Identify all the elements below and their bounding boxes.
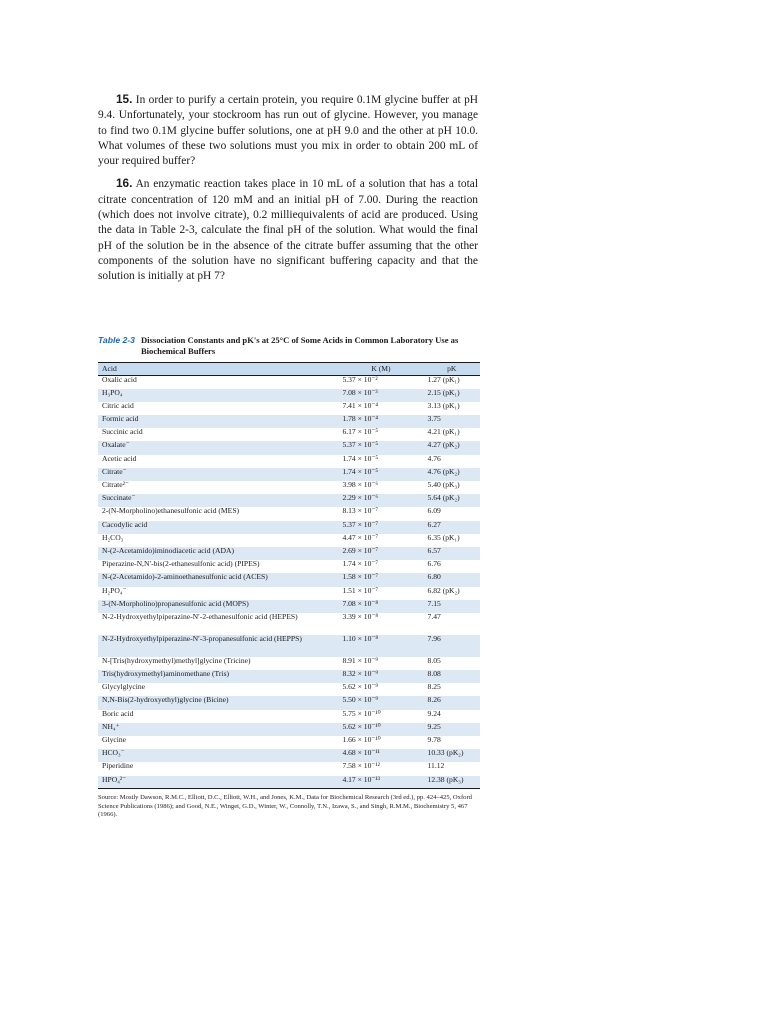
cell-acid: N-[Tris(hydroxymethyl)methyl]glycine (Tricine) [102,655,251,665]
table-row [98,521,480,534]
cell-k: 3.98 × 10⁻⁶ [342,480,379,489]
problem-number: 16. [116,176,133,191]
cell-acid: N-2-Hydroxyethylpiperazine-N′-2-ethanesulfonic acid (HEPES) [102,611,298,621]
table-row [98,696,480,709]
cell-pk: 6.76 [427,559,441,569]
cell-k: 7.41 × 10⁻⁴ [342,400,379,410]
cell-pk: 12.38 (pK₃) [424,776,480,789]
cell-acid: Acetic acid [102,453,137,463]
header-k: K (M) [332,363,423,376]
cell-k: 5.37 × 10⁻⁵ [332,441,423,454]
problem-15 [98,92,478,169]
cell-pk: 4.27 (pK₂) [424,441,480,454]
table-row [98,573,480,586]
table-title: Dissociation Constants and pK's at 25°C of Some Acids in Common Laboratory Use as Biochemical Buffers [140,335,459,356]
table-row [98,670,480,683]
cell-k: 5.75 × 10⁻¹⁰ [342,708,381,718]
cell-k: 5.62 × 10⁻⁹ [342,682,379,692]
cell-pk: 4.76 (pK₂) [424,468,480,481]
table-row [98,613,480,635]
header-acid: Acid [98,363,332,376]
cell-pk: 8.26 [424,696,480,709]
cell-pk: 6.09 [427,506,441,516]
cell-pk: 8.25 [427,682,441,692]
cell-acid: 2-(N-Morpholino)ethanesulfonic acid (MES) [102,506,240,516]
table-label: Table 2-3 [98,335,135,345]
cell-acid: Succinic acid [102,427,143,437]
cell-acid: NH₄⁺ [98,723,332,736]
table-row [98,635,480,657]
dissociation-constants-table [98,362,480,789]
cell-pk: 3.75 [424,415,480,428]
cell-pk: 6.27 [424,521,480,534]
problem-text: In order to purify a certain protein, you require 0.1M glycine buffer at pH 9.4. Unfortunately, your stockroom has run out of glycine. However, you manage to find two 0.1M glycine buffer solutions, one at pH 9.0 and the other at pH 10.0. What volumes of these two solutions must you mix in order to obtain 200 mL of your required buffer? [98,94,478,168]
table-row [98,481,480,494]
cell-pk: 5.40 (pK₃) [427,480,460,489]
cell-pk: 6.35 (pK₁) [427,532,460,542]
cell-pk: 9.25 [424,723,480,736]
cell-acid: Boric acid [102,708,134,718]
table-row [98,507,480,520]
cell-acid: N-(2-Acetamido)-2-aminoethanesulfonic acid (ACES) [98,573,332,586]
table-row [98,389,480,402]
cell-pk: 6.80 [424,573,480,586]
cell-k: 1.51 × 10⁻⁷ [342,585,379,595]
cell-k: 5.50 × 10⁻⁹ [332,696,423,709]
cell-acid: Piperidine [102,761,134,771]
cell-k: 4.17 × 10⁻¹³ [332,776,423,789]
table-source: Source: Mostly Dawson, R.M.C., Elliott, D.C., Elliott, W.H., and Jones, K.M., Data for Biochemical Research (3rd ed.), pp. 424–425, Oxford Science Publications (1986); and Good, N.E., Winget, G.D., Winter, W., Connolly, T.N., Izawa, S., and Singh, R.M.M., Biochemistry 5, 467 (1966). [98,794,472,819]
table-row [98,534,480,547]
cell-k: 6.17 × 10⁻⁵ [342,427,379,437]
cell-pk: 10.33 (pK₂) [424,749,480,762]
cell-acid: HCO₃⁻ [98,749,332,762]
cell-k: 8.91 × 10⁻⁹ [342,655,379,665]
cell-pk: 7.15 [424,600,480,613]
cell-acid: Glycylglycine [102,682,146,692]
cell-acid: N-(2-Acetamido)iminodiacetic acid (ADA) [98,547,332,560]
cell-pk: 5.64 (pK₂) [424,494,480,507]
cell-k: 3.39 × 10⁻⁸ [342,611,379,621]
cell-acid: Citrate²⁻ [102,480,129,489]
table-row [98,402,480,415]
header-pk: pK [424,363,480,376]
table-caption [98,335,480,356]
cell-k: 4.68 × 10⁻¹¹ [332,749,423,762]
cell-k: 7.08 × 10⁻³ [332,389,423,402]
cell-k: 1.10 × 10⁻⁸ [332,635,423,657]
cell-pk: 9.24 [427,708,441,718]
cell-pk: 2.15 (pK₁) [424,389,480,402]
cell-k: 5.62 × 10⁻¹⁰ [332,723,423,736]
cell-pk: 4.76 [427,453,441,463]
table-body [98,376,480,789]
cell-pk: 6.57 [424,547,480,560]
table-row [98,428,480,441]
cell-k: 2.29 × 10⁻⁶ [332,494,423,507]
cell-acid: H₃PO₄ [98,389,332,402]
table-row [98,600,480,613]
table-row [98,723,480,736]
cell-pk: 4.21 (pK₁) [427,427,460,437]
cell-k: 1.74 × 10⁻⁵ [342,453,379,463]
cell-pk: 11.12 [427,761,445,771]
table-row [98,415,480,428]
problem-16 [98,176,478,284]
cell-k: 5.37 × 10⁻² [342,375,378,384]
table-row [98,736,480,749]
cell-acid: Formic acid [98,415,332,428]
cell-k: 1.58 × 10⁻⁷ [332,573,423,586]
problem-number: 15. [116,92,133,106]
cell-acid: H₂PO₄⁻ [102,585,127,595]
cell-acid: H₂CO₃ [102,532,124,542]
cell-k: 1.66 × 10⁻¹⁰ [342,735,381,744]
cell-pk: 1.27 (pK₁) [427,375,460,384]
cell-k: 1.74 × 10⁻⁵ [332,468,423,481]
cell-pk: 9.78 [427,735,441,744]
table-row [98,376,480,389]
cell-pk: 8.05 [427,655,441,665]
cell-acid: Piperazine-N,N′-bis(2-ethanesulfonic acid) (PIPES) [102,559,260,569]
cell-acid: Oxalate⁻ [98,441,332,454]
table-row [98,762,480,775]
cell-k: 7.08 × 10⁻⁸ [332,600,423,613]
cell-acid: N,N-Bis(2-hydroxyethyl)glycine (Bicine) [98,696,332,709]
table-row [98,441,480,454]
table-row [98,749,480,762]
cell-k: 1.78 × 10⁻⁴ [332,415,423,428]
problem-list [98,92,478,292]
cell-acid: Tris(hydroxymethyl)aminomethane (Tris) [98,670,332,683]
cell-acid: N-2-Hydroxyethylpiperazine-N′-3-propanesulfonic acid (HEPPS) [98,635,332,657]
cell-k: 8.32 × 10⁻⁹ [332,670,423,683]
table-header-row [98,363,480,376]
table-row [98,468,480,481]
cell-acid: Glycine [102,735,127,744]
cell-k: 1.74 × 10⁻⁷ [342,559,379,569]
cell-pk: 7.47 [427,611,441,621]
cell-acid: Citric acid [102,400,134,410]
cell-k: 8.13 × 10⁻⁷ [342,506,379,516]
table-row [98,710,480,723]
cell-acid: Citrate⁻ [98,468,332,481]
cell-pk: 8.08 [424,670,480,683]
cell-acid: HPO₄²⁻ [98,776,332,789]
table-row [98,455,480,468]
cell-k: 7.58 × 10⁻¹² [342,761,380,771]
cell-acid: 3-(N-Morpholino)propanesulfonic acid (MOPS) [98,600,332,613]
cell-k: 5.37 × 10⁻⁷ [332,521,423,534]
table-2-3 [98,335,480,819]
cell-k: 4.47 × 10⁻⁷ [342,532,379,542]
table-row [98,587,480,600]
cell-pk: 3.13 (pK₁) [427,400,460,410]
cell-acid: Cacodylic acid [98,521,332,534]
problem-text: An enzymatic reaction takes place in 10 mL of a solution that has a total citrate concentration of 120 mM and an initial pH of 7.00. During the reaction (which does not involve citrate), 0.2 milliequivalents of acid are produced. Using the data in Table 2-3, calculate the final pH of the solution. What would the final pH of the solution be in the absence of the citrate buffer assuming that the other components of the solution have no significant buffering capacity and that the solution is initially at pH 7? [98,178,479,283]
cell-k: 2.69 × 10⁻⁷ [332,547,423,560]
cell-acid: Oxalic acid [102,375,137,384]
cell-pk: 7.96 [424,635,480,657]
table-row [98,776,480,789]
cell-pk: 6.82 (pK₂) [427,585,460,595]
cell-acid: Succinate⁻ [98,494,332,507]
